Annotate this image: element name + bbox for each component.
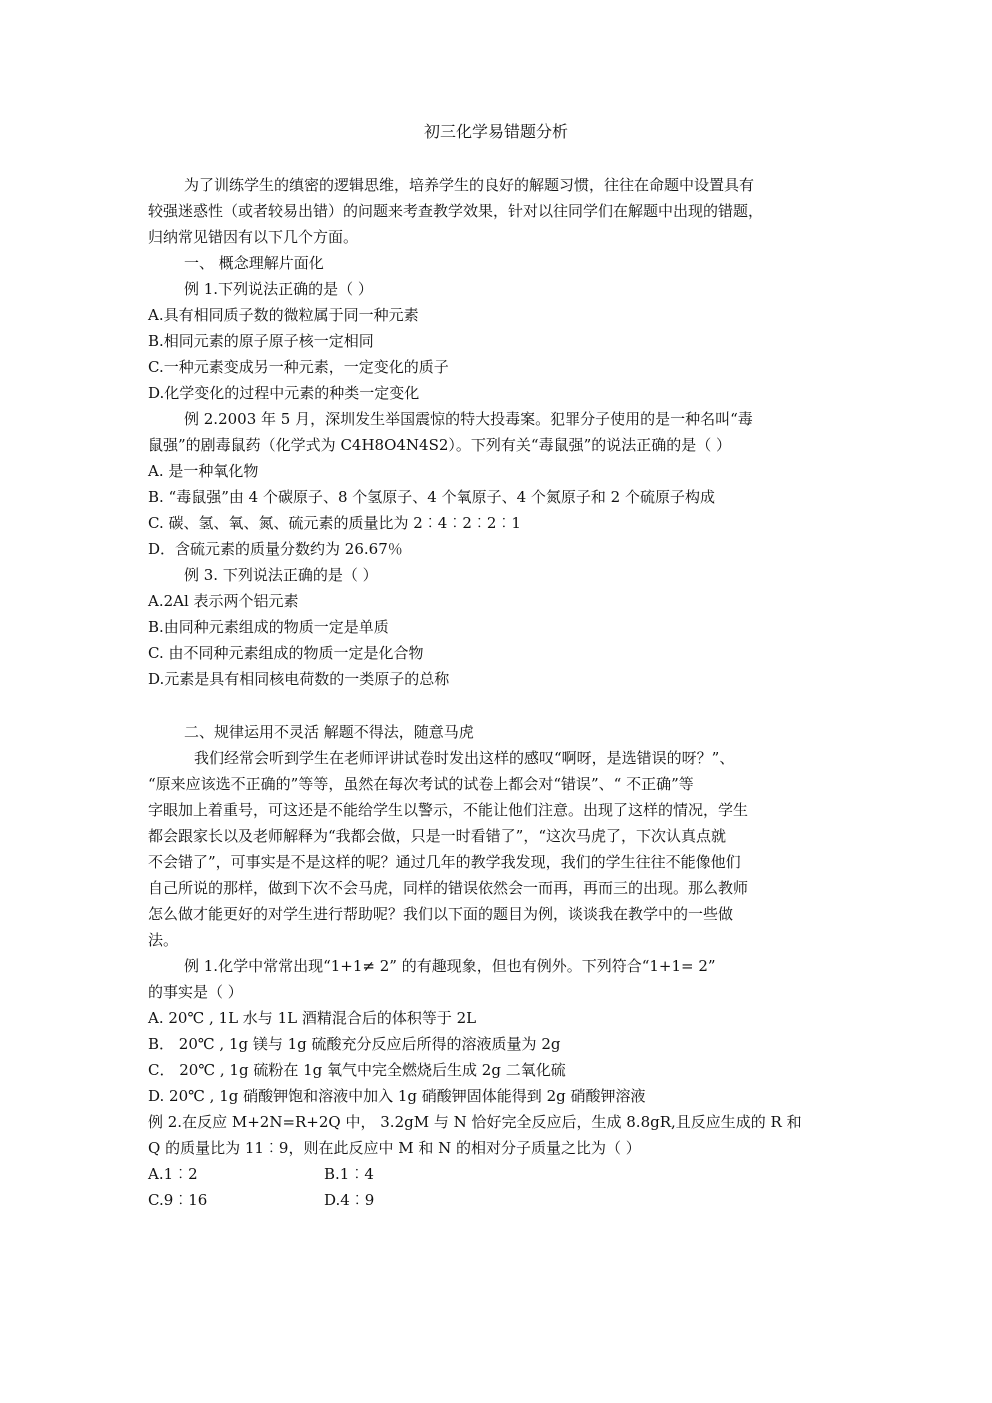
ex2-question-line: 例 2.2003 年 5 月，深圳发生举国震惊的特大投毒案。犯罪分子使用的是一种名叫“毒 [184,410,753,428]
section-2-paragraph-line: 都会跟家长以及老师解释为“我都会做，只是一时看错了”，“这次马虎了，下次认真点就 [148,827,727,845]
intro-paragraph [148,172,848,250]
section-2-paragraph-line: 不会错了”，可事实是不是这样的呢？通过几年的教学我发现，我们的学生往往不能像他们 [148,853,741,871]
s2-ex1-option-c: C． 20℃ , 1g 硫粉在 1g 氧气中完全燃烧后生成 2g 二氧化硫 [148,1061,566,1079]
ex1-option-d: D.化学变化的过程中元素的种类一定变化 [148,384,420,402]
section-2 [148,719,848,1213]
s2-ex2-options-row [148,1161,848,1187]
s2-ex2-option-c: C.9︰16 [148,1191,208,1209]
ex2-option-d: D．含硫元素的质量分数约为 26.67％ [148,540,403,558]
s2-ex1-option-a: A. 20℃ , 1L 水与 1L 酒精混合后的体积等于 2L [148,1009,477,1027]
document-title: 初三化学易错题分析 [423,122,568,141]
ex1-option-c: C.一种元素变成另一种元素，一定变化的质子 [148,358,449,376]
s2-ex2-options-row [148,1187,848,1213]
ex3-option-c: C. 由不同种元素组成的物质一定是化合物 [148,644,424,662]
s2-ex2-option-d: D.4︰9 [324,1191,375,1209]
section-2-paragraph-line: 字眼加上着重号，可这还是不能给学生以警示，不能让他们注意。出现了这样的情况，学生 [148,801,749,819]
section-2-paragraph-line: 我们经常会听到学生在老师评讲试卷时发出这样的感叹“啊呀，是选错误的呀？”、 [194,749,735,767]
section-2-heading: 二、规律运用不灵活 解题不得法，随意马虎 [184,723,474,741]
ex3-option-d: D.元素是具有相同核电荷数的一类原子的总称 [148,670,450,688]
s2-ex1-question-line: 的事实是（ ） [148,983,243,1001]
intro-line: 为了训练学生的缜密的逻辑思维，培养学生的良好的解题习惯，往往在命题中设置具有 [184,176,755,194]
ex2-option-a: A. 是一种氧化物 [148,462,259,480]
section-2-paragraph-line: 法。 [148,931,179,949]
intro-line: 归纳常见错因有以下几个方面。 [148,228,359,246]
section-1 [148,250,848,692]
s2-ex1-option-d: D. 20℃ , 1g 硝酸钾饱和溶液中加入 1g 硝酸钾固体能得到 2g 硝酸钾溶液 [148,1087,646,1105]
section-2-paragraph-line: “原来应该选不正确的”等等，虽然在每次考试的试卷上都会对“错误”、“ 不正确”等 [148,775,694,793]
intro-line: 较强迷惑性（或者较易出错）的问题来考查教学效果，针对以往同学们在解题中出现的错题， [148,202,764,220]
ex2-option-b: B. “毒鼠强”由 4 个碳原子、8 个氢原子、4 个氧原子、4 个氮原子和 2 个硫原子构成 [148,488,715,506]
ex2-option-c: C. 碳、氢、氧、氮、硫元素的质量比为 2︰4︰2︰2︰1 [148,514,521,532]
s2-ex2-option-a: A.1︰2 [148,1165,198,1183]
ex1-question: 例 1.下列说法正确的是（ ） [184,280,373,298]
ex1-option-b: B.相同元素的原子原子核一定相同 [148,332,374,350]
s2-ex2-question-line: Q 的质量比为 11︰9，则在此反应中 M 和 N 的相对分子质量之比为（ ） [148,1139,641,1157]
s2-ex2-question-line: 例 2.在反应 M+2N=R+2Q 中， 3.2gM 与 N 恰好完全反应后，生成 8.8gR,且反应生成的 R 和 [148,1113,802,1131]
ex3-question: 例 3. 下列说法正确的是（ ） [184,566,378,584]
s2-ex1-option-b: B． 20℃ , 1g 镁与 1g 硫酸充分反应后所得的溶液质量为 2g [148,1035,561,1053]
s2-ex2-option-b: B.1︰4 [324,1165,374,1183]
ex3-option-a: A.2Al 表示两个铝元素 [148,592,299,610]
ex3-option-b: B.由同种元素组成的物质一定是单质 [148,618,389,636]
section-1-heading: 一、 概念理解片面化 [184,254,324,272]
section-2-paragraph-line: 怎么做才能更好的对学生进行帮助呢？我们以下面的题目为例，谈谈我在教学中的一些做 [148,905,734,923]
ex2-question-line: 鼠强”的剧毒鼠药（化学式为 C4H8O4N4S2）。下列有关“毒鼠强”的说法正确的是（ ） [148,436,732,454]
section-2-paragraph-line: 自己所说的那样，做到下次不会马虎，同样的错误依然会一而再，再而三的出现。那么教师 [148,879,749,897]
ex1-option-a: A.具有相同质子数的微粒属于同一种元素 [148,306,419,324]
s2-ex1-question-line: 例 1.化学中常常出现“1+1≠ 2” 的有趣现象，但也有例外。下列符合“1+1= 2” [184,957,716,975]
